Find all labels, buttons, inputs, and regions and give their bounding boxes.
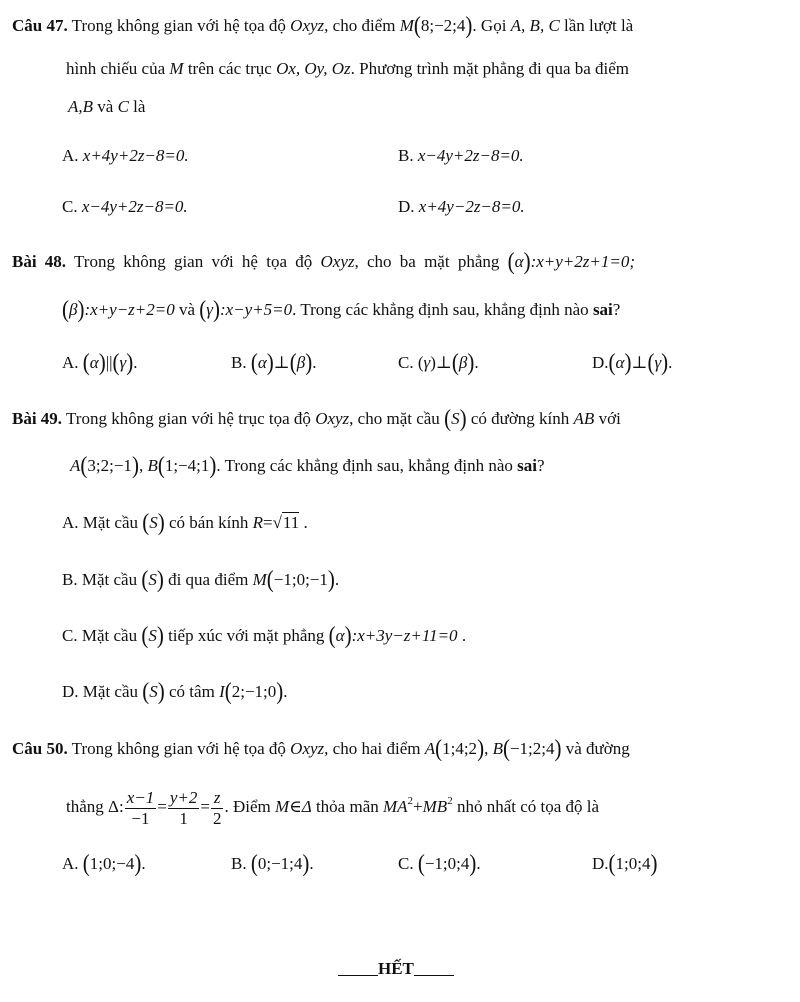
q49-option-b[interactable]: B. Mặt cầu (S) đi qua điểm M(−1;0;−1). bbox=[62, 565, 340, 593]
q50-line2: thẳng Δ: $\frac{x-1}{-1}$ = $\frac{y+2}{1}$ = $\frac{z}{2}$ . Điểm M∈Δ thỏa mãn $MA^2+MB^2$ nhỏ nhất có tọa độ là bbox=[66, 787, 600, 828]
q50-option-b[interactable]: B. (0;−1;4). bbox=[231, 849, 314, 877]
q50-label: Câu 50. bbox=[12, 739, 68, 758]
q48-line2: (β):x+y−z+2=0 và (γ):x−y+5=0. Trong các khẳng định sau, khẳng định nào sai? bbox=[62, 295, 621, 323]
q49-label: Bài 49. bbox=[12, 409, 63, 428]
q49-option-a[interactable]: A. Mặt cầu (S) có bán kính R=√11 . bbox=[62, 508, 308, 536]
q47-option-d[interactable]: D. x+4y−2z−8=0. bbox=[398, 197, 525, 216]
q50-option-a[interactable]: A. (1;0;−4). bbox=[62, 849, 146, 877]
q50-option-c[interactable]: C. (−1;0;4). bbox=[398, 849, 481, 877]
q48-line1: Bài 48. Trong không gian với hệ tọa độ Oxyz, cho ba mặt phẳng (α):x+y+2z+1=0; bbox=[12, 247, 635, 275]
q49-line2: A(3;2;−1), B(1;−4;1). Trong các khẳng định sau, khẳng định nào sai? bbox=[70, 451, 545, 479]
fraction-2: $\frac{y+2}{1}$ bbox=[169, 787, 198, 828]
q47-line3: A,B và C là bbox=[68, 97, 146, 116]
q47-line2: hình chiếu của M trên các trục Ox, Oy, Oz. Phương trình mặt phẳng đi qua ba điểm bbox=[66, 59, 630, 78]
q48-option-b[interactable]: B. (α)⊥(β). bbox=[231, 348, 317, 376]
q49-option-d[interactable]: D. Mặt cầu (S) có tâm I(2;−1;0). bbox=[62, 677, 288, 705]
q47-option-c[interactable]: C. x−4y+2z−8=0. bbox=[62, 197, 188, 216]
q50-option-d[interactable]: D.(1;0;4) bbox=[592, 849, 658, 877]
q50-line1: Câu 50. Trong không gian với hệ tọa độ Oxyz, cho hai điểm A(1;4;2), B(−1;2;4) và đường bbox=[12, 734, 630, 762]
divider-left bbox=[338, 975, 378, 976]
q48-option-c[interactable]: C. (γ)⊥(β). bbox=[398, 348, 479, 376]
fraction-1: $\frac{x-1}{-1}$ bbox=[126, 787, 155, 828]
fraction-3: $\frac{z}{2}$ bbox=[212, 787, 222, 828]
q49-option-c[interactable]: C. Mặt cầu (S) tiếp xúc với mặt phẳng (α):x+3y−z+11=0 . bbox=[62, 621, 467, 649]
q48-option-a[interactable]: A. (α)||(γ). bbox=[62, 348, 138, 376]
q47-option-b[interactable]: B. x−4y+2z−8=0. bbox=[398, 146, 524, 165]
q49-line1: Bài 49. Trong không gian với hệ trục tọa độ Oxyz, cho mặt cầu (S) có đường kính AB với bbox=[12, 404, 621, 432]
q47-option-a[interactable]: A. x+4y+2z−8=0. bbox=[62, 146, 189, 165]
q48-label: Bài 48. bbox=[12, 252, 67, 271]
q47-line1: Câu 47. Trong không gian với hệ tọa độ Oxyz, cho điểm M(8;−2;4). Gọi A, B, C lần lượt là bbox=[12, 11, 634, 39]
divider-right bbox=[414, 975, 454, 976]
q47-label: Câu 47. bbox=[12, 16, 68, 35]
end-marker: HẾT bbox=[338, 958, 454, 980]
q48-option-d[interactable]: D.(α)⊥(γ). bbox=[592, 348, 673, 376]
